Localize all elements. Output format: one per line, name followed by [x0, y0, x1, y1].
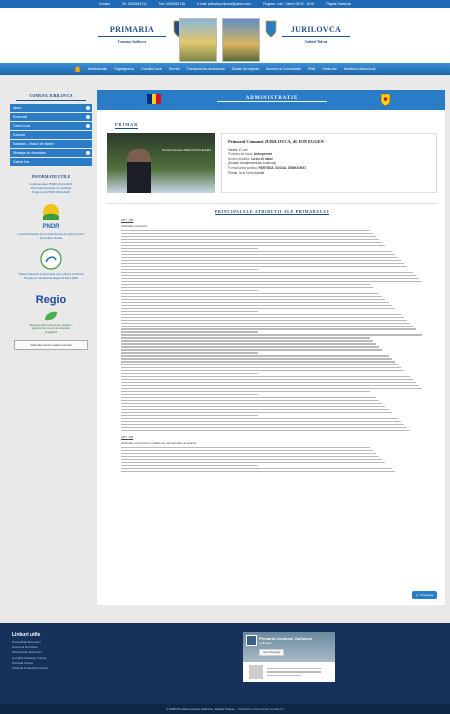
- header-left-title: PRIMARIA: [98, 25, 166, 37]
- text-line: [121, 394, 258, 395]
- program-text: Program: Luni - Vineri: 08:00 - 16:00: [262, 2, 315, 6]
- pndr-label: PNDR: [42, 224, 60, 230]
- sidebar-item-economie[interactable]: [10, 113, 92, 121]
- text-line: [121, 242, 382, 243]
- text-line: [121, 254, 395, 255]
- text-line: [121, 251, 392, 252]
- mayor-name: Primarul Comunei JURILOVCA, dl. ION EUGEN: [228, 139, 324, 144]
- text-line: [121, 278, 419, 279]
- footer-link[interactable]: Primaria Tulcea: [12, 660, 33, 665]
- text-line: [121, 266, 407, 267]
- footer-link[interactable]: Institutia Prefectului Tulcea: [12, 666, 48, 671]
- footer-link[interactable]: Parlamentul Romaniei: [12, 650, 42, 655]
- coat-of-arms-icon: [380, 93, 391, 107]
- header-left-subtitle: Comuna Jurilovca: [117, 40, 147, 44]
- sidebar-item-istoric[interactable]: [10, 104, 92, 112]
- fax-text: Fax: 0240/545 118: [158, 2, 186, 6]
- facebook-post: [243, 662, 335, 682]
- sidebar-item-label: Strategie de dezvoltare: [13, 151, 46, 155]
- text-line: [121, 302, 389, 303]
- header-photo-left: [179, 18, 217, 62]
- sidebar-item-label: Turism local: [13, 124, 31, 128]
- chevron-right-icon: ›: [87, 124, 89, 128]
- excursii-button[interactable]: Click aici pentru vaderi excursii: [14, 340, 88, 350]
- text-line: [121, 269, 258, 270]
- text-line: [121, 397, 376, 398]
- crest-icon: [265, 20, 277, 38]
- text-line: [121, 376, 410, 377]
- print-label: Printeaza: [420, 593, 433, 597]
- text-line: [121, 233, 373, 234]
- mayor-card: [107, 133, 437, 193]
- text-line: [121, 456, 379, 457]
- text-line: [121, 346, 379, 347]
- text-line: [121, 361, 395, 362]
- text-line: [121, 281, 422, 282]
- party-value: PARTIDUL SOCIAL DEMOCRAT: [258, 165, 307, 170]
- nav-item[interactable]: Anunturi si Comunicate: [265, 67, 302, 71]
- text-line: [121, 471, 395, 472]
- header-left: [98, 25, 166, 44]
- text-line: [121, 385, 419, 386]
- sidebar-item-turism[interactable]: [10, 122, 92, 130]
- text-line: [121, 367, 401, 368]
- text-line: [121, 459, 382, 460]
- text-line: [121, 263, 404, 264]
- chevron-right-icon: ›: [87, 151, 89, 155]
- main-nav: [0, 63, 450, 75]
- text-line: [121, 418, 398, 419]
- main-content: [97, 90, 445, 605]
- regio-logo[interactable]: [10, 294, 92, 306]
- text-line: [121, 465, 258, 466]
- text-line: [121, 334, 422, 335]
- profession-label: Profesia de baza:: [228, 152, 253, 157]
- romania-flag-icon: [147, 94, 161, 104]
- nav-item[interactable]: Consiliul local: [141, 67, 162, 71]
- post-text: [267, 666, 335, 678]
- facebook-cover: [243, 632, 335, 662]
- footer-link[interactable]: Presedintia Romaniei: [12, 640, 41, 644]
- nav-item[interactable]: Administratie: [87, 67, 108, 71]
- footer-links: [12, 640, 48, 671]
- photo-caption: Primarul Comunei JURILOVCA IN EUGEN: [161, 149, 211, 152]
- school-text: (Scoala complementara Jurilovca): [228, 161, 277, 166]
- sidebar-item-strategie[interactable]: [10, 149, 92, 157]
- facebook-likes: 1,234 likes: [259, 642, 272, 645]
- text-line: [121, 284, 370, 285]
- info-link[interactable]: Implementare PNDR 2014-2020: [29, 182, 73, 186]
- text-line: [121, 403, 382, 404]
- header-right-title: JURILOVCA: [282, 25, 350, 37]
- text-line: [121, 320, 407, 321]
- copyright-text: © 2018 Primaria comunei Jurilovca, Judetul Tulcea •: [166, 707, 236, 711]
- text-line: [121, 373, 258, 374]
- text-line: [121, 248, 258, 249]
- attributions-title: [107, 209, 437, 214]
- info-title: INFORMATII UTILE: [31, 174, 71, 179]
- text-line: [121, 421, 401, 422]
- nav-item[interactable]: Monitorul oficial local: [343, 67, 376, 71]
- text-line: [121, 406, 385, 407]
- home-icon[interactable]: [75, 66, 81, 72]
- section-title: PRIMAR: [115, 122, 139, 127]
- chevron-right-icon: ›: [87, 106, 89, 110]
- info-link[interactable]: Informatii finantare de civilitate: [30, 186, 72, 190]
- mayor-photo: [107, 133, 215, 193]
- text-line: [121, 343, 376, 344]
- text-line: [121, 299, 385, 300]
- facebook-widget[interactable]: [243, 632, 335, 682]
- energy-logo[interactable]: [26, 310, 76, 334]
- party-label: Formatiunea politica:: [228, 165, 258, 170]
- text-line: [121, 328, 416, 329]
- studies-value: Liceu 10 clase: [251, 156, 273, 161]
- eu-logo: [40, 248, 62, 270]
- header-right: [282, 25, 350, 44]
- facebook-link[interactable]: Pagina Facebook: [326, 2, 352, 6]
- nav-item[interactable]: RNN: [308, 67, 316, 71]
- text-line: [121, 468, 392, 469]
- text-line: [121, 427, 407, 428]
- attributions-title-text: PRINCIPALELE ATRIBUTII ALE PRIMARULUI: [214, 209, 330, 214]
- sidebar-item-label: Istoric: [13, 106, 22, 110]
- text-line: [121, 317, 404, 318]
- text-line: [121, 230, 370, 231]
- sidebar-item-galerie[interactable]: [10, 158, 92, 166]
- text-line: [121, 388, 422, 389]
- pndr-note[interactable]: Investitii finantate prin Fondul European Agricol pentru Dezvoltare Rurala: [17, 232, 85, 240]
- footer: [0, 623, 450, 704]
- nav-item[interactable]: Harta site: [322, 67, 337, 71]
- header-right-subtitle: Judetul Tulcea: [304, 40, 328, 44]
- text-line: [121, 308, 395, 309]
- mandate-text: Primar, la al 2-lea mandat: [228, 170, 265, 175]
- text-line: [121, 352, 258, 353]
- text-line: [121, 272, 413, 273]
- print-button[interactable]: [412, 591, 437, 599]
- text-line: [121, 287, 373, 288]
- regio-label: Regio: [35, 294, 67, 307]
- text-line: [121, 305, 392, 306]
- post-thumbnail: [249, 665, 263, 679]
- text-line: [121, 311, 258, 312]
- text-line: [121, 391, 370, 392]
- text-line: [121, 424, 404, 425]
- article-heading: ART. 155: [121, 218, 134, 222]
- text-line: [121, 462, 385, 463]
- mayor-figure: [127, 149, 151, 193]
- email-link[interactable]: E-mail: primaria.jurilovca@yahoo.com: [197, 2, 251, 6]
- text-line: [121, 382, 416, 383]
- footer-link[interactable]: Guvernul Romaniei: [12, 645, 38, 650]
- sidebar-item-educatie[interactable]: [10, 131, 92, 139]
- info-link[interactable]: Programul PNDR 2014-2020: [31, 190, 71, 194]
- text-line: [121, 400, 379, 401]
- article-subtitle: Atributiile primarului: [121, 224, 148, 228]
- print-icon: ⎙: [415, 593, 419, 597]
- sidebar-item-label: Galerie foto: [13, 160, 30, 164]
- footer-link[interactable]: Consiliul Judetean Tulcea: [12, 655, 47, 660]
- content-wrapper: [10, 90, 440, 605]
- developer-link[interactable]: Realizare si Dezvoltare de EDI Co: [238, 707, 284, 711]
- text-line: [121, 358, 392, 359]
- leaf-icon: [43, 310, 59, 322]
- top-contact-bar: [0, 0, 450, 8]
- text-line: [121, 323, 410, 324]
- text-line: [121, 257, 398, 258]
- nav-item[interactable]: Organigrama: [114, 67, 134, 71]
- nav-item[interactable]: Transparenta decizionala: [186, 67, 225, 71]
- sidebar-item-sanatate[interactable]: [10, 140, 92, 148]
- text-line: [121, 447, 370, 448]
- text-line: [121, 415, 258, 416]
- nav-item[interactable]: Servicii: [168, 67, 180, 71]
- regio-note[interactable]: "Masuri Valoarea si Securitate civic astecul Jurilovca" Programul Operational Regional 2014-2020: [18, 272, 84, 280]
- text-line: [121, 236, 376, 237]
- text-line: [121, 290, 258, 291]
- facebook-title[interactable]: Primaria Comunei Jurilovca: [259, 636, 312, 641]
- sidebar-title: COMUNA JURILOVCA: [16, 90, 86, 101]
- sidebar-item-label: Educatie: [13, 133, 26, 137]
- mayor-info: [221, 133, 437, 193]
- text-line: [121, 331, 258, 332]
- facebook-avatar: [246, 635, 257, 646]
- banner-title: ADMINISTRATIE: [217, 96, 327, 102]
- profession-value: Antreprenor: [253, 152, 273, 157]
- admin-banner: [97, 90, 445, 110]
- copyright-bar: [0, 704, 450, 714]
- text-line: [121, 409, 389, 410]
- studies-label: Nivelul studiilor:: [228, 156, 251, 161]
- text-line: [121, 412, 392, 413]
- text-line: [121, 430, 410, 431]
- contact-link[interactable]: Contact: [98, 2, 110, 6]
- phone-text: Tel: 0240/545 111: [121, 2, 147, 6]
- text-line: [121, 349, 382, 350]
- energy-note: Regional electronice pentru cetateni - gestiune de consum al resurselor energetice: [29, 323, 73, 334]
- sidebar-item-label: Sanatate – Masuri de intarire: [13, 142, 54, 146]
- text-line: [121, 296, 382, 297]
- text-line: [121, 450, 373, 451]
- text-line: [121, 275, 416, 276]
- site-header: [0, 8, 450, 63]
- footer-title: Linkuri utile: [12, 632, 41, 638]
- text-line: [121, 370, 404, 371]
- text-line: [121, 326, 413, 327]
- mayor-age: Varsta: 47 ani: [228, 147, 248, 152]
- text-line: [121, 364, 398, 365]
- text-line: [121, 314, 401, 315]
- sidebar: [10, 90, 92, 350]
- nav-item[interactable]: Situatii de urgenta: [231, 67, 259, 71]
- text-line: [121, 379, 413, 380]
- facebook-message-button[interactable]: Send Message: [259, 649, 284, 656]
- pndr-logo[interactable]: [36, 202, 66, 230]
- article-text-block: [121, 447, 425, 472]
- text-line: [121, 260, 401, 261]
- text-line: [121, 340, 373, 341]
- article-text-block: [121, 230, 425, 431]
- sidebar-item-label: Economie: [13, 115, 28, 119]
- text-line: [121, 245, 385, 246]
- header-photo-right: [222, 18, 260, 62]
- text-line: [121, 337, 370, 338]
- text-line: [121, 293, 379, 294]
- chevron-right-icon: ›: [87, 115, 89, 119]
- article-heading: ART. 156: [121, 435, 134, 440]
- attributions-section: [107, 203, 437, 472]
- text-line: [121, 453, 376, 454]
- article-subtitle: Atributiile primarului in calitate de reprezentant al statului: [121, 441, 197, 446]
- text-line: [121, 239, 379, 240]
- text-line: [121, 355, 389, 356]
